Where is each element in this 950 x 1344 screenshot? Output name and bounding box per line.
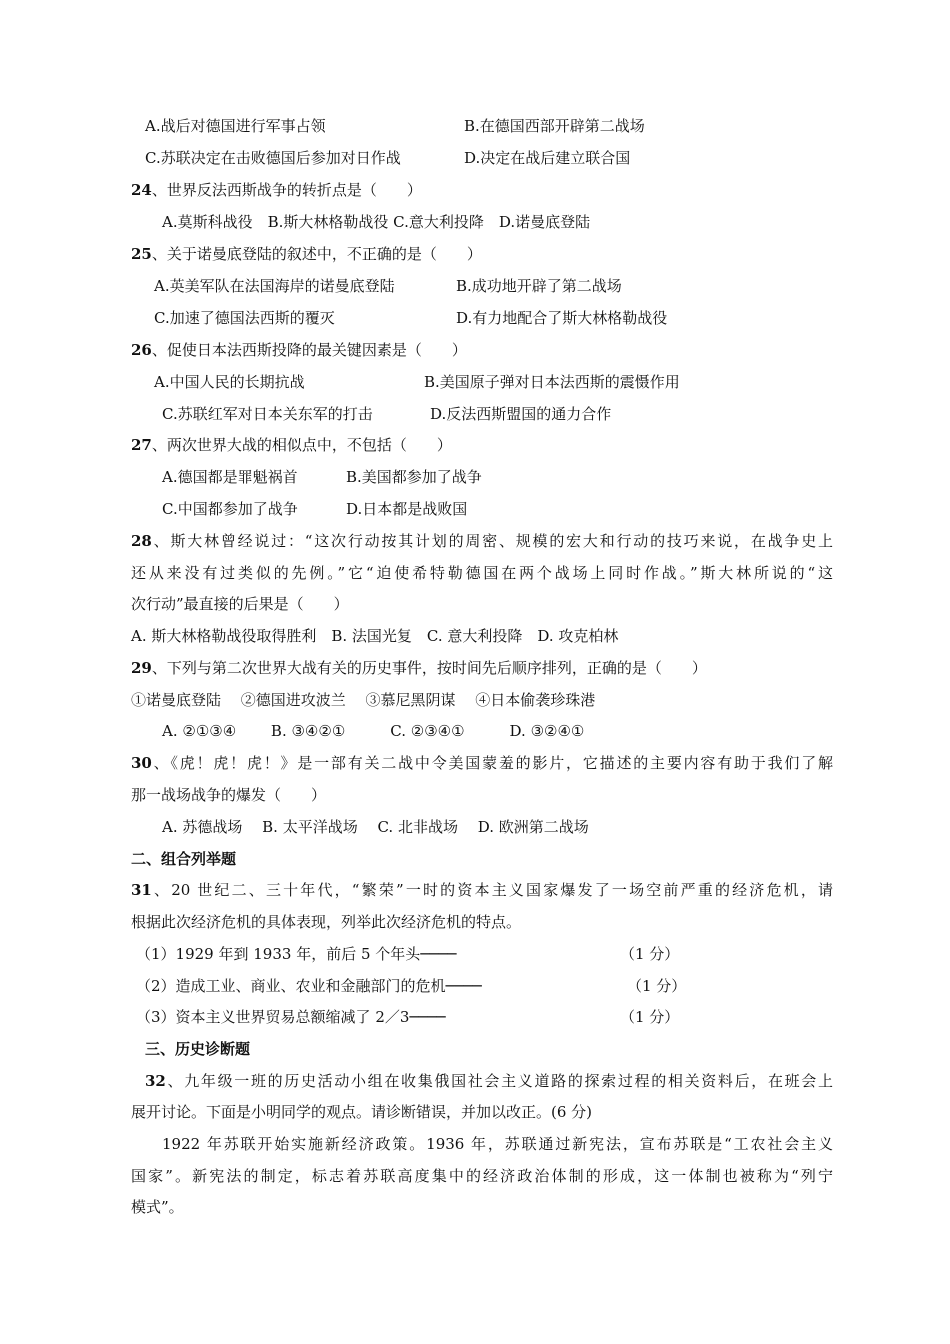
q25-number: 25 xyxy=(131,245,152,263)
q28-line3: 次行动”最直接的后果是（ ） xyxy=(131,595,349,613)
q32-para-line2: 国家”。新宪法的制定，标志着苏联高度集中的经济政治体制的形成，这一体制也被称为“列宁 xyxy=(131,1167,833,1185)
q25-option-c: C.加速了德国法西斯的覆灭 xyxy=(154,309,335,327)
q30-line1 xyxy=(131,753,833,773)
q25-option-d: D.有力地配合了斯大林格勒战役 xyxy=(456,309,668,327)
q23-option-a: A.战后对德国进行军事占领 xyxy=(145,117,326,135)
q27-option-a: A.德国都是罪魁祸首 xyxy=(162,468,298,486)
q29-stem-text: 、下列与第二次世界大战有关的历史事件，按时间先后顺序排列，正确的是（ ） xyxy=(151,659,707,677)
q31-item-1: （1）1929 年到 1933 年，前后 5 个年头──── xyxy=(136,945,457,963)
q30-line1-text: 、《虎！虎！虎！》是一部有关二战中令美国蒙羞的影片，它描述的主要内容有助于我们了解 xyxy=(151,754,833,772)
q28-number: 28 xyxy=(131,532,152,550)
q26-number: 26 xyxy=(131,341,152,359)
q25-option-b: B.成功地开辟了第二战场 xyxy=(456,277,622,295)
q32-number: 32 xyxy=(145,1072,166,1090)
q24-number: 24 xyxy=(131,181,152,199)
q31-number: 31 xyxy=(131,881,152,899)
q23-option-c: C.苏联决定在击败德国后参加对日作战 xyxy=(145,149,401,167)
q31-line1 xyxy=(131,880,833,900)
q31-item-3: （3）资本主义世界贸易总额缩减了 2／3──── xyxy=(136,1008,446,1026)
q32-para-line1: 1922 年苏联开始实施新经济政策。1936 年，苏联通过新宪法，宣布苏联是“工农社会主义 xyxy=(162,1135,833,1153)
q32-line1 xyxy=(145,1071,833,1091)
section-2-heading: 二、组合列举题 xyxy=(131,850,237,868)
q31-line2: 根据此次经济危机的具体表现，列举此次经济危机的特点。 xyxy=(131,913,522,931)
q27-option-b: B.美国都参加了战争 xyxy=(346,468,482,486)
q26-option-d: D.反法西斯盟国的通力合作 xyxy=(430,405,612,423)
q29-events: ①诺曼底登陆 ②德国进攻波兰 ③慕尼黑阴谋 ④日本偷袭珍珠港 xyxy=(131,691,596,709)
q28-line2: 还从来没有过类似的先例。”它“迫使希特勒德国在两个战场上同时作战。”斯大林所说的“这 xyxy=(131,564,833,582)
q26-option-c: C.苏联红军对日本关东军的打击 xyxy=(162,405,373,423)
q31-item-2-score: （1 分） xyxy=(627,977,687,995)
q31-item-3-score: （1 分） xyxy=(620,1008,680,1026)
q23-option-b: B.在德国西部开辟第二战场 xyxy=(464,117,645,135)
q30-number: 30 xyxy=(131,754,152,772)
q32-line2: 展开讨论。下面是小明同学的观点。请诊断错误，并加以改正。(6 分) xyxy=(131,1103,593,1121)
q32-line1-text: 、九年级一班的历史活动小组在收集俄国社会主义道路的探索过程的相关资料后，在班会上 xyxy=(165,1072,833,1090)
q27-stem xyxy=(131,435,452,455)
q30-line2: 那一战场战争的爆发（ ） xyxy=(131,786,327,804)
q23-option-d: D.决定在战后建立联合国 xyxy=(464,149,631,167)
q29-stem xyxy=(131,658,707,678)
q25-stem xyxy=(131,244,482,264)
q24-stem xyxy=(131,180,422,200)
q31-item-2: （2）造成工业、商业、农业和金融部门的危机──── xyxy=(136,977,482,995)
q27-number: 27 xyxy=(131,436,152,454)
q31-line1-text: 、20 世纪二、三十年代，“繁荣”一时的资本主义国家爆发了一场空前严重的经济危机，请 xyxy=(151,881,833,899)
q25-option-a: A.英美军队在法国海岸的诺曼底登陆 xyxy=(154,277,395,295)
q26-option-b: B.美国原子弹对日本法西斯的震慑作用 xyxy=(424,373,680,391)
q29-number: 29 xyxy=(131,659,152,677)
q26-option-a: A.中国人民的长期抗战 xyxy=(154,373,305,391)
q27-stem-text: 、两次世界大战的相似点中，不包括（ ） xyxy=(151,436,452,454)
q29-options: A. ②①③④ B. ③④②① C. ②③④① D. ③②④① xyxy=(162,722,585,740)
section-3-heading: 三、历史诊断题 xyxy=(145,1040,251,1058)
q28-options: A. 斯大林格勒战役取得胜利 B. 法国光复 C. 意大利投降 D. 攻克柏林 xyxy=(131,627,619,645)
q27-option-c: C.中国都参加了战争 xyxy=(162,500,298,518)
q30-options: A. 苏德战场 B. 太平洋战场 C. 北非战场 D. 欧洲第二战场 xyxy=(162,818,589,836)
q27-option-d: D.日本都是战败国 xyxy=(346,500,468,518)
q24-stem-text: 、世界反法西斯战争的转折点是（ ） xyxy=(151,181,422,199)
q26-stem xyxy=(131,340,467,360)
q25-stem-text: 、关于诺曼底登陆的叙述中，不正确的是（ ） xyxy=(151,245,482,263)
q28-line1 xyxy=(131,531,833,551)
q28-line1-text: 、斯大林曾经说过：“这次行动按其计划的周密、规模的宏大和行动的技巧来说，在战争史上 xyxy=(151,532,833,550)
q24-options: A.莫斯科战役 B.斯大林格勒战役 C.意大利投降 D.诺曼底登陆 xyxy=(162,213,591,231)
q32-para-line3: 模式”。 xyxy=(131,1198,184,1216)
q26-stem-text: 、促使日本法西斯投降的最关键因素是（ ） xyxy=(151,341,467,359)
q31-item-1-score: （1 分） xyxy=(620,945,680,963)
